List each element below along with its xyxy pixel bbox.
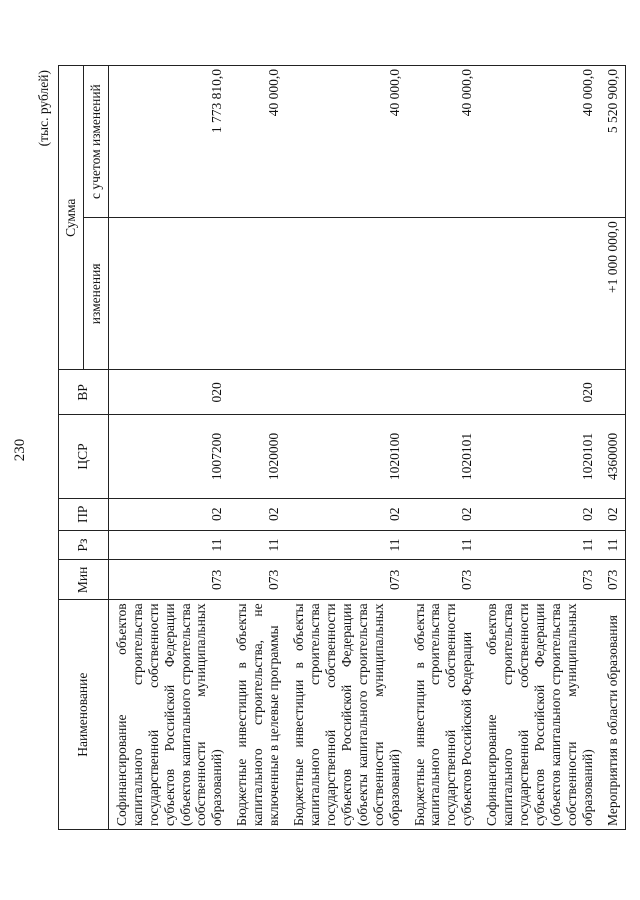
- header-csr: ЦСР: [59, 415, 109, 498]
- header-vr: ВР: [59, 370, 109, 415]
- cell-with-changes: 40 000,0: [229, 66, 286, 218]
- cell-changes: [479, 218, 599, 370]
- cell-csr: 1020100: [286, 415, 406, 498]
- cell-name: Софинансирование объектов капитального строительства государственной собственности субъектов Российской Федерации (объектов капитального строительства собственности муниципальных образований): [108, 600, 229, 830]
- cell-vr: [600, 370, 625, 415]
- table-row: [108, 66, 229, 830]
- table-row: [229, 66, 286, 830]
- table-row: [286, 66, 406, 830]
- cell-pr: 02: [286, 498, 406, 530]
- header-rz: Рз: [59, 530, 109, 560]
- cell-changes: +1 000 000,0: [600, 218, 625, 370]
- cell-name: Бюджетные инвестиции в объекты капитального строительства, не включенные в целевые программы: [229, 600, 286, 830]
- cell-rz: 11: [600, 530, 625, 560]
- cell-min: 073: [108, 560, 229, 600]
- header-min: Мин: [59, 560, 109, 600]
- cell-csr: 1007200: [108, 415, 229, 498]
- cell-changes: [286, 218, 406, 370]
- cell-min: 073: [479, 560, 599, 600]
- cell-changes: [108, 218, 229, 370]
- header-sum: Сумма: [59, 66, 84, 370]
- header-changes: изменения: [83, 218, 108, 370]
- table-row: [407, 66, 480, 830]
- table-row: [600, 66, 625, 830]
- cell-with-changes: 5 520 900,0: [600, 66, 625, 218]
- cell-vr: 020: [479, 370, 599, 415]
- cell-rz: 11: [108, 530, 229, 560]
- budget-table: [58, 65, 626, 830]
- cell-with-changes: 1 773 810,0: [108, 66, 229, 218]
- header-with-changes: с учетом изменений: [83, 66, 108, 218]
- cell-csr: 4360000: [600, 415, 625, 498]
- cell-pr: 02: [108, 498, 229, 530]
- cell-min: 073: [229, 560, 286, 600]
- cell-name: Софинансирование объектов капитального строительства государственной собственности субъектов Российской Федерации (объектов капитального строительства собственности муниципальных образований): [479, 600, 599, 830]
- cell-changes: [407, 218, 480, 370]
- cell-with-changes: 40 000,0: [479, 66, 599, 218]
- cell-changes: [229, 218, 286, 370]
- cell-pr: 02: [479, 498, 599, 530]
- cell-with-changes: 40 000,0: [407, 66, 480, 218]
- units-caption: (тыс. рублей): [36, 70, 51, 147]
- cell-name: Мероприятия в области образования: [600, 600, 625, 830]
- cell-vr: [286, 370, 406, 415]
- cell-pr: 02: [407, 498, 480, 530]
- cell-pr: 02: [600, 498, 625, 530]
- header-pr: ПР: [59, 498, 109, 530]
- cell-rz: 11: [286, 530, 406, 560]
- cell-csr: 1020101: [407, 415, 480, 498]
- cell-pr: 02: [229, 498, 286, 530]
- cell-with-changes: 40 000,0: [286, 66, 406, 218]
- cell-min: 073: [286, 560, 406, 600]
- table-header: [59, 66, 109, 830]
- cell-csr: 1020000: [229, 415, 286, 498]
- cell-min: 073: [600, 560, 625, 600]
- cell-rz: 11: [407, 530, 480, 560]
- cell-name: Бюджетные инвестиции в объекты капитального строительства государственной собственности субъектов Российской Федерации (объекты капитального строительства собственности муниципальных образований): [286, 600, 406, 830]
- cell-vr: [229, 370, 286, 415]
- header-name: Наименование: [59, 600, 109, 830]
- page-number: 230: [12, 438, 28, 462]
- cell-csr: 1020101: [479, 415, 599, 498]
- cell-vr: 020: [108, 370, 229, 415]
- cell-min: 073: [407, 560, 480, 600]
- cell-name: Бюджетные инвестиции в объекты капитального строительства государственной собственности субъектов Российской Федерации: [407, 600, 480, 830]
- table-body: [108, 66, 625, 830]
- cell-rz: 11: [229, 530, 286, 560]
- table-row: [479, 66, 599, 830]
- cell-vr: [407, 370, 480, 415]
- cell-rz: 11: [479, 530, 599, 560]
